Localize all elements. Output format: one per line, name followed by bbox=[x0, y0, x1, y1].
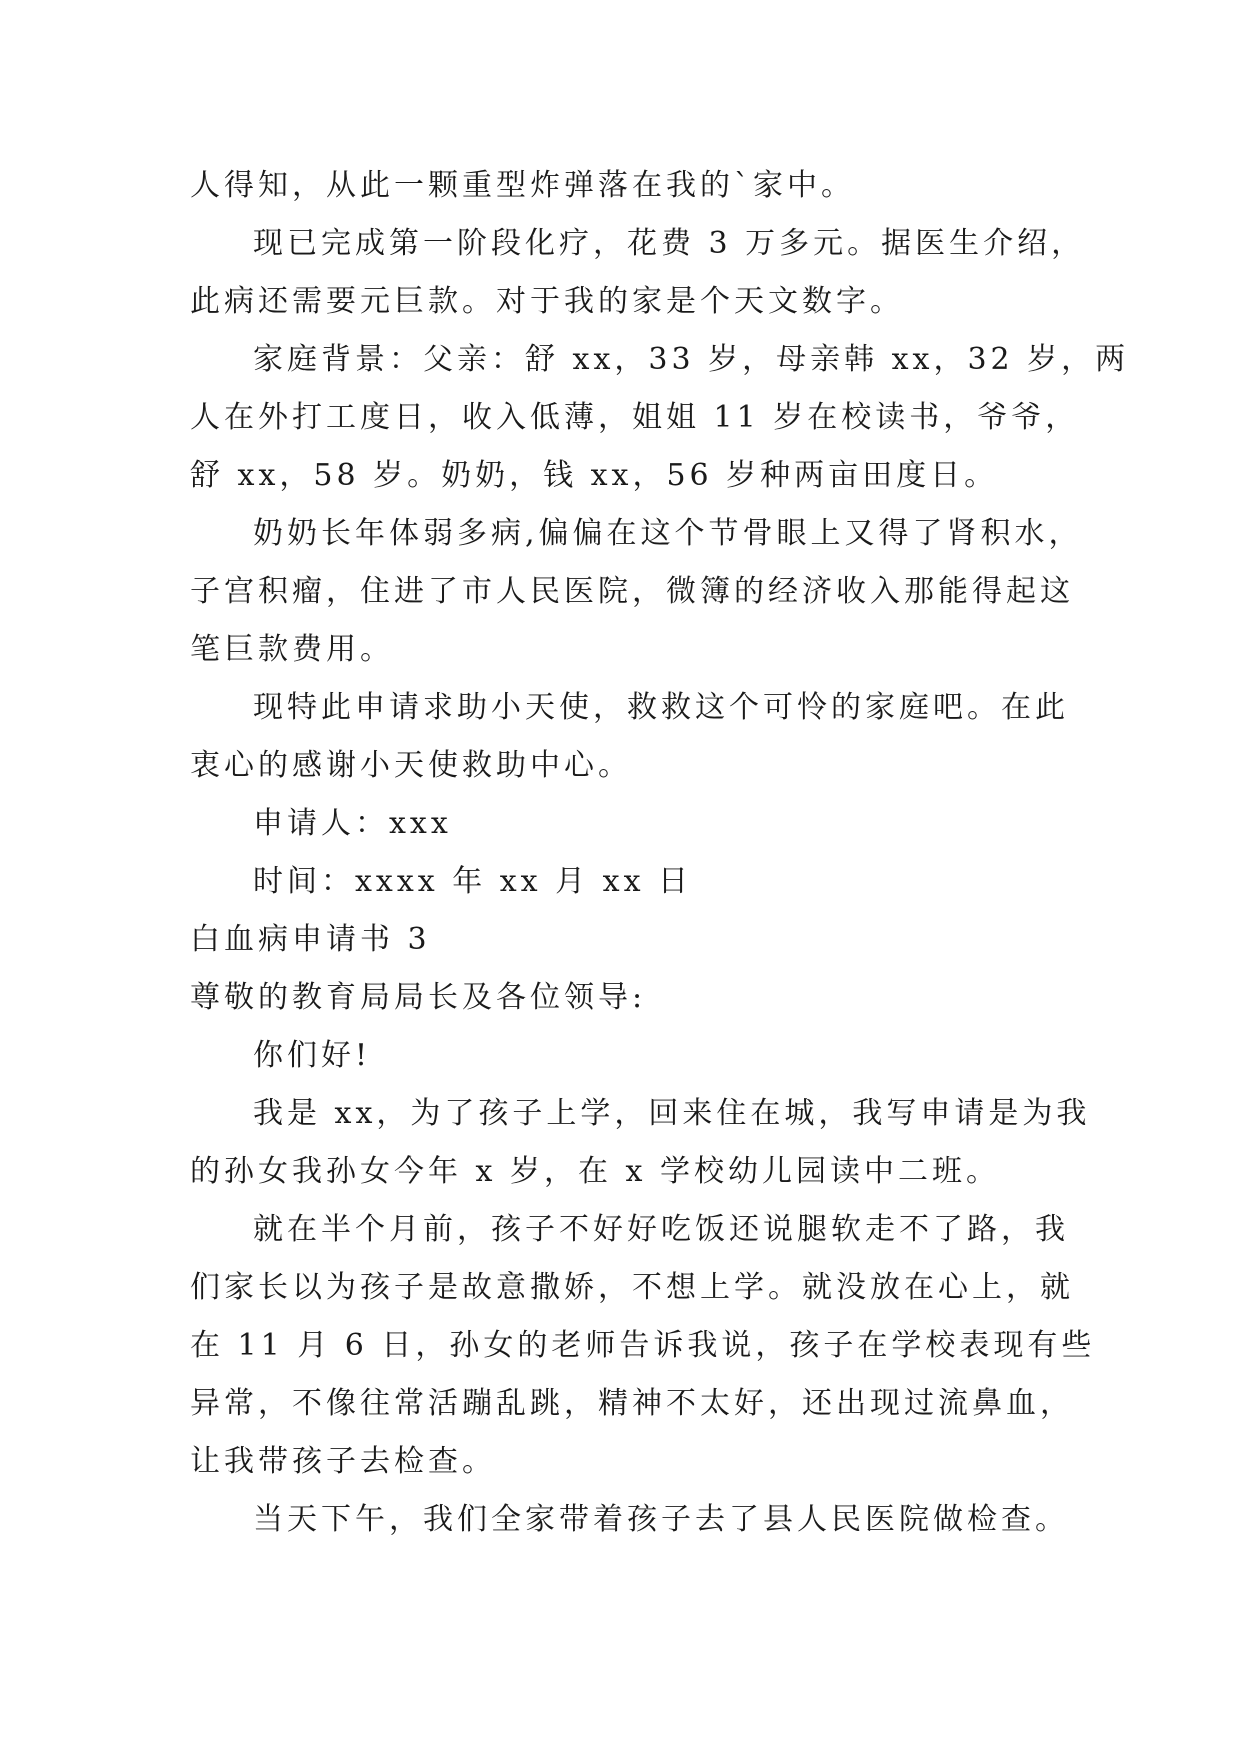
greeting-line: 你们好! bbox=[253, 1038, 372, 1073]
salutation-line: 尊敬的教育局局长及各位领导: bbox=[190, 980, 647, 1015]
paragraph-line: 们家长以为孩子是故意撒娇，不想上学。就没放在心上，就 bbox=[190, 1270, 1074, 1305]
paragraph-line: 子宫积瘤，住进了市人民医院，微簿的经济收入那能得起这 bbox=[190, 574, 1074, 609]
section-heading: 白血病申请书 3 bbox=[190, 922, 431, 957]
paragraph-line: 人得知，从此一颗重型炸弹落在我的`家中。 bbox=[190, 168, 855, 203]
paragraph-line: 笔巨款费用。 bbox=[190, 632, 394, 667]
paragraph-line: 衷心的感谢小天使救助中心。 bbox=[190, 748, 632, 783]
paragraph-line: 就在半个月前，孩子不好好吃饭还说腿软走不了路，我 bbox=[253, 1212, 1069, 1247]
paragraph-line: 让我带孩子去检查。 bbox=[190, 1444, 496, 1479]
paragraph-line: 奶奶长年体弱多病,偏偏在这个节骨眼上又得了肾积水， bbox=[253, 516, 1083, 551]
paragraph-line: 人在外打工度日，收入低薄，姐姐 11 岁在校读书，爷爷， bbox=[190, 400, 1080, 435]
paragraph-line: 现已完成第一阶段化疗，花费 3 万多元。据医生介绍， bbox=[253, 226, 1086, 261]
paragraph-line: 在 11 月 6 日，孙女的老师告诉我说，孩子在学校表现有些 bbox=[190, 1328, 1096, 1363]
paragraph-line: 此病还需要元巨款。对于我的家是个天文数字。 bbox=[190, 284, 904, 319]
date-line: 时间：xxxx 年 xx 月 xx 日 bbox=[253, 864, 693, 899]
paragraph-line: 的孙女我孙女今年 x 岁，在 x 学校幼儿园读中二班。 bbox=[190, 1154, 1000, 1189]
applicant-line: 申请人：xxx bbox=[253, 806, 452, 841]
paragraph-line: 当天下午，我们全家带着孩子去了县人民医院做检查。 bbox=[253, 1502, 1069, 1537]
paragraph-line: 我是 xx，为了孩子上学，回来住在城，我写申请是为我 bbox=[253, 1096, 1091, 1131]
paragraph-line: 家庭背景：父亲：舒 xx，33 岁，母亲韩 xx，32 岁，两 bbox=[253, 342, 1130, 377]
paragraph-line: 舒 xx，58 岁。奶奶，钱 xx，56 岁种两亩田度日。 bbox=[190, 458, 999, 493]
paragraph-line: 现特此申请求助小天使，救救这个可怜的家庭吧。在此 bbox=[253, 690, 1069, 725]
paragraph-line: 异常，不像往常活蹦乱跳，精神不太好，还出现过流鼻血， bbox=[190, 1386, 1074, 1421]
